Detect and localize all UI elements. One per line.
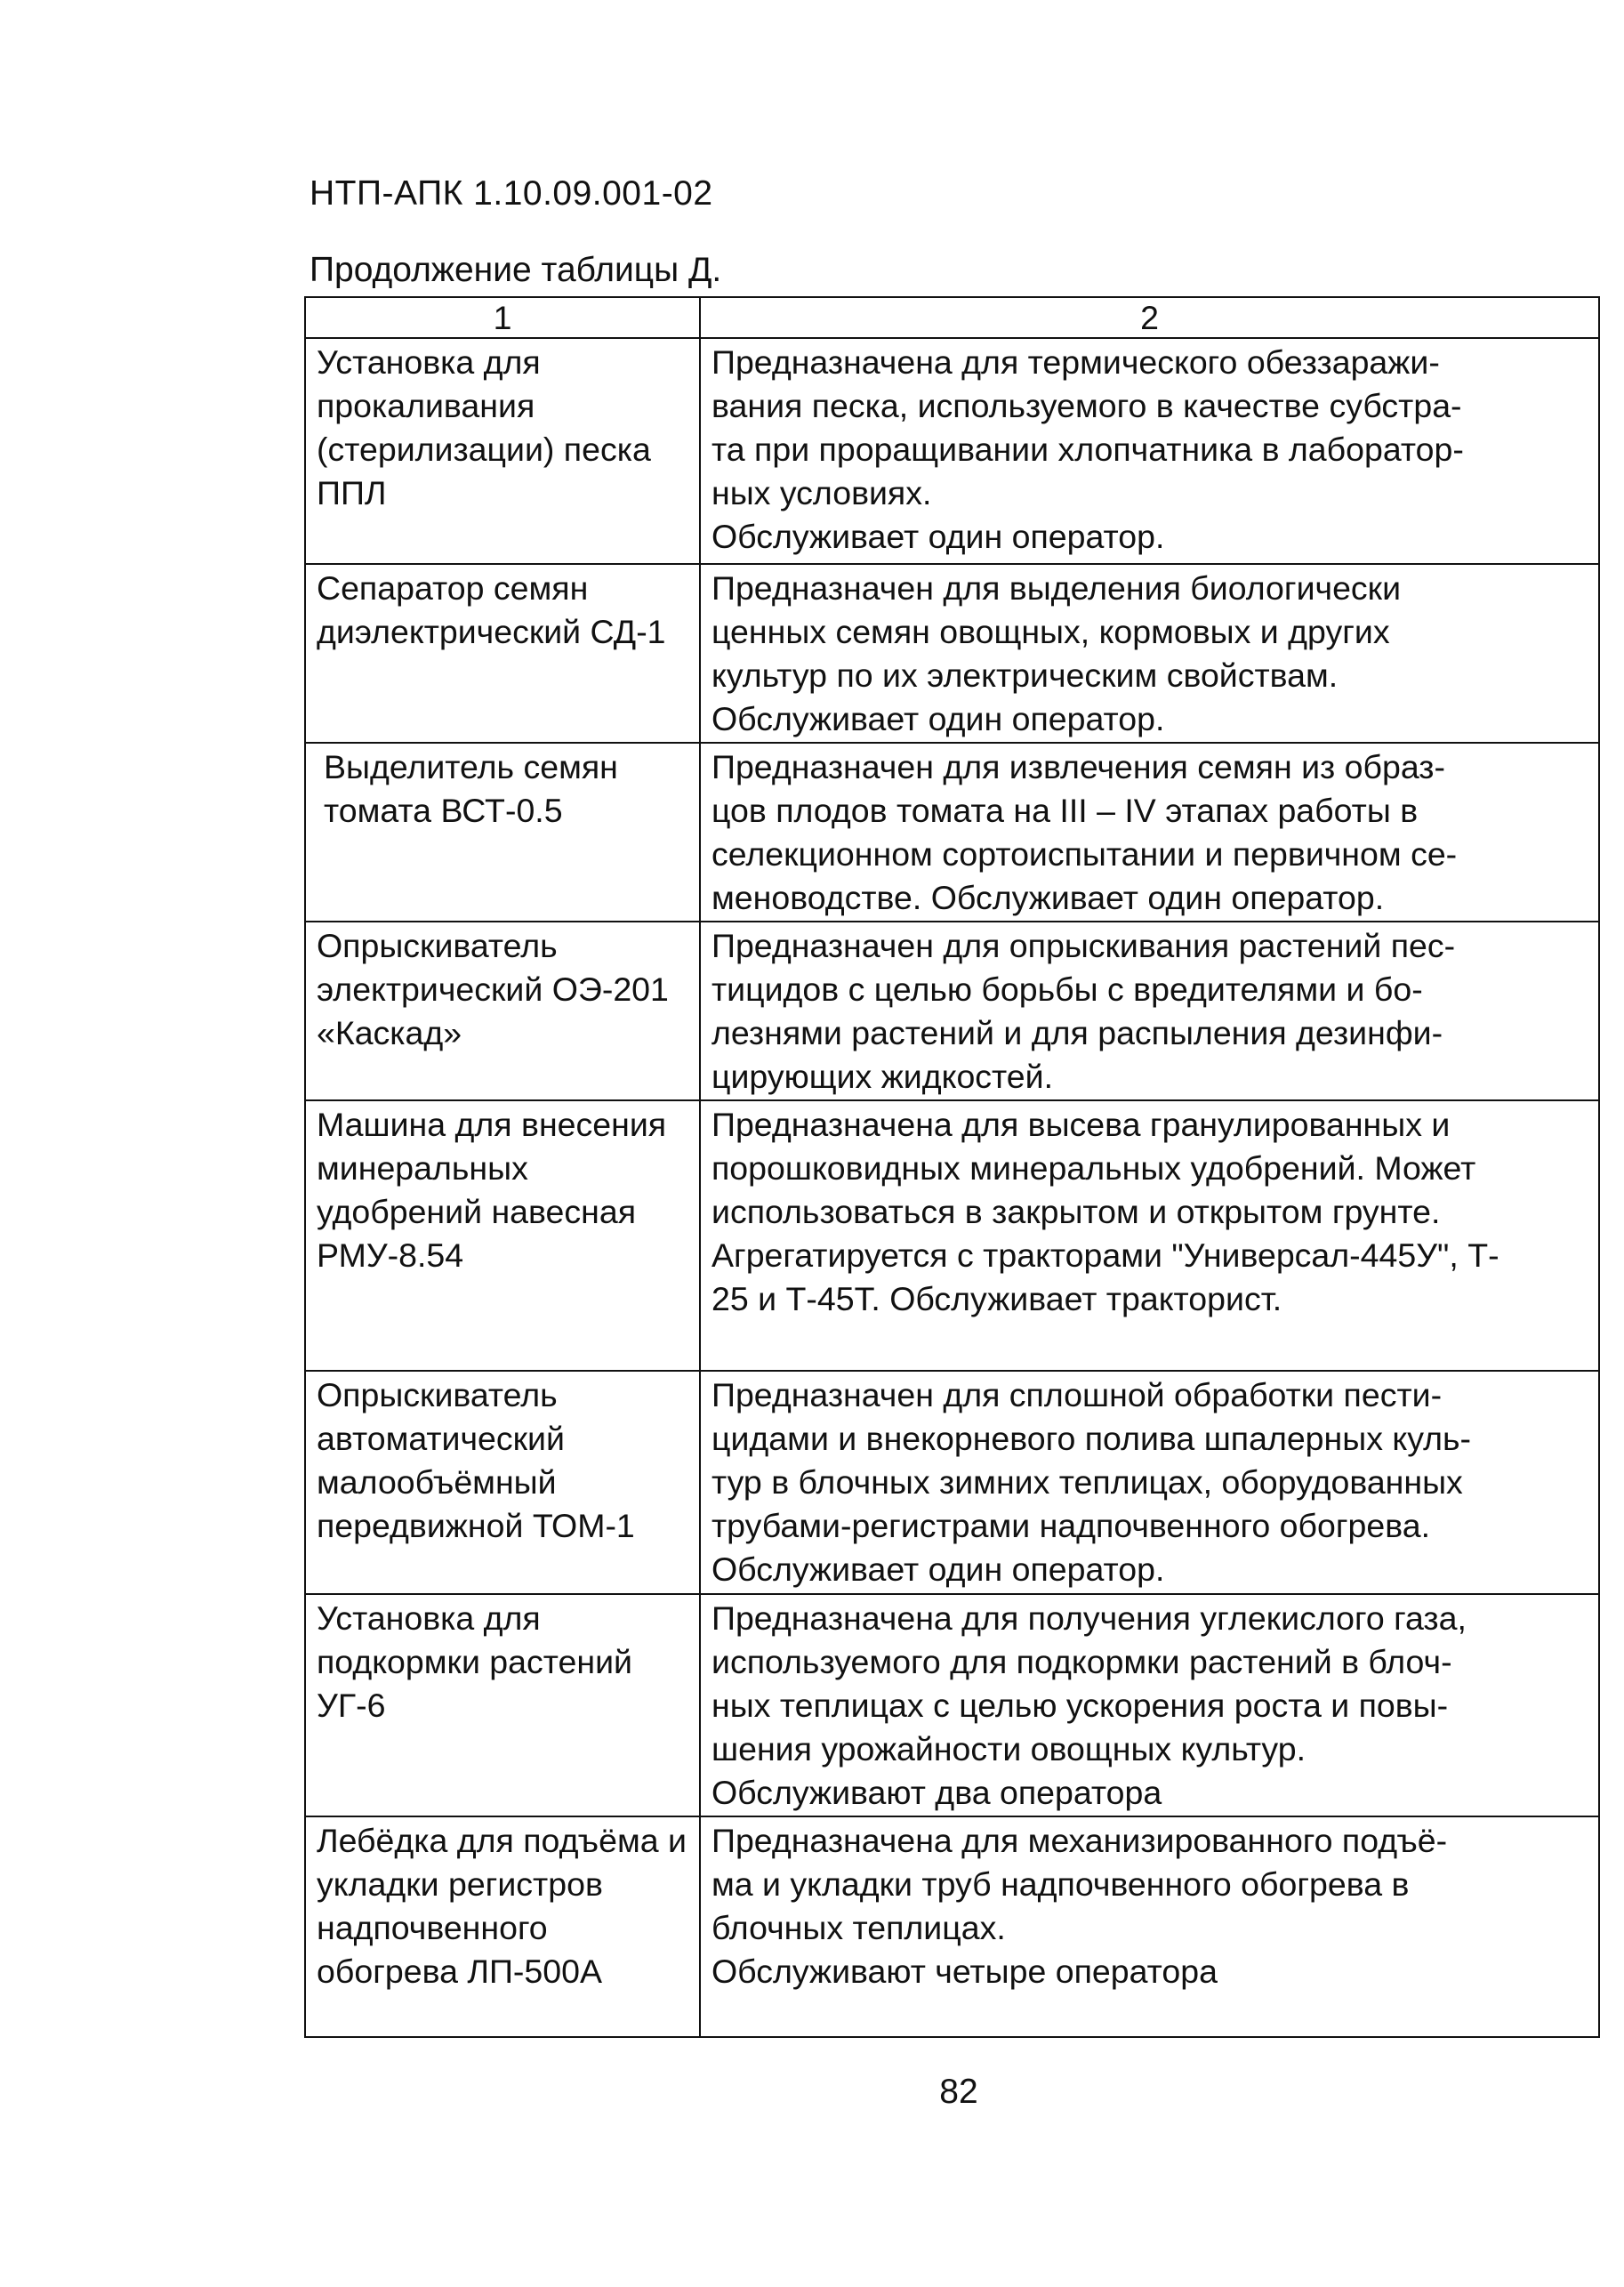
table-row <box>305 1816 1599 2037</box>
equipment-description: Предназначена для высева гранулированных и порошковидных минеральных удобрений. Может использоваться в закрытом и открытом грунте. Агрегатируется с тракторами "Универсал-445У", Т- 25 и Т-45Т. Обслуживает тракторист. <box>700 1100 1599 1371</box>
column-header-2: 2 <box>700 297 1599 338</box>
table-row <box>305 1594 1599 1816</box>
document-code: НТП-АПК 1.10.09.001-02 <box>310 174 713 213</box>
equipment-name: Лебёдка для подъёма и укладки регистров надпочвенного обогрева ЛП-500А <box>305 1816 700 2037</box>
table-row <box>305 1371 1599 1594</box>
table-caption: Продолжение таблицы Д. <box>310 251 722 289</box>
equipment-name: Установка для прокаливания (стерилизации) песка ППЛ <box>305 338 700 564</box>
equipment-name: Опрыскиватель электрический ОЭ-201 «Каскад» <box>305 922 700 1100</box>
table-row <box>305 922 1599 1100</box>
table-header-row <box>305 297 1599 338</box>
equipment-name: Выделитель семян томата ВСТ-0.5 <box>305 743 700 922</box>
table-row <box>305 564 1599 743</box>
equipment-name: Установка для подкормки растений УГ-6 <box>305 1594 700 1816</box>
equipment-name: Сепаратор семян диэлектрический СД-1 <box>305 564 700 743</box>
table-row <box>305 338 1599 564</box>
equipment-table <box>304 296 1600 2038</box>
column-header-1: 1 <box>305 297 700 338</box>
equipment-description: Предназначена для механизированного подъё- ма и укладки труб надпочвенного обогрева в блочных теплицах. Обслуживают четыре оператора <box>700 1816 1599 2037</box>
equipment-description: Предназначен для опрыскивания растений пес- тицидов с целью борьбы с вредителями и бо- лезнями растений и для распыления дезинфи- цирующих жидкостей. <box>700 922 1599 1100</box>
equipment-description: Предназначена для получения углекислого газа, используемого для подкормки растений в блоч- ных теплицах с целью ускорения роста и повы- шения урожайности овощных культур. Обслуживают два оператора <box>700 1594 1599 1816</box>
equipment-description: Предназначена для термического обеззаражи- вания песка, используемого в качестве субстра- та при проращивании хлопчатника в лаборатор- ных условиях. Обслуживает один оператор. <box>700 338 1599 564</box>
table-row <box>305 1100 1599 1371</box>
equipment-description: Предназначен для извлечения семян из образ- цов плодов томата на III – IV этапах работы в селекционном сортоиспытании и первичном се- меноводстве. Обслуживает один оператор. <box>700 743 1599 922</box>
page-number: 82 <box>939 2073 978 2111</box>
equipment-name: Машина для внесения минеральных удобрений навесная РМУ-8.54 <box>305 1100 700 1371</box>
equipment-name: Опрыскиватель автоматический малообъёмный передвижной ТОМ-1 <box>305 1371 700 1594</box>
equipment-description: Предназначен для сплошной обработки пести- цидами и внекорневого полива шпалерных куль- тур в блочных зимних теплицах, оборудованных трубами-регистрами надпочвенного обогрева. Обслуживает один оператор. <box>700 1371 1599 1594</box>
equipment-description: Предназначен для выделения биологически ценных семян овощных, кормовых и других культур по их электрическим свойствам. Обслуживает один оператор. <box>700 564 1599 743</box>
table-row <box>305 743 1599 922</box>
